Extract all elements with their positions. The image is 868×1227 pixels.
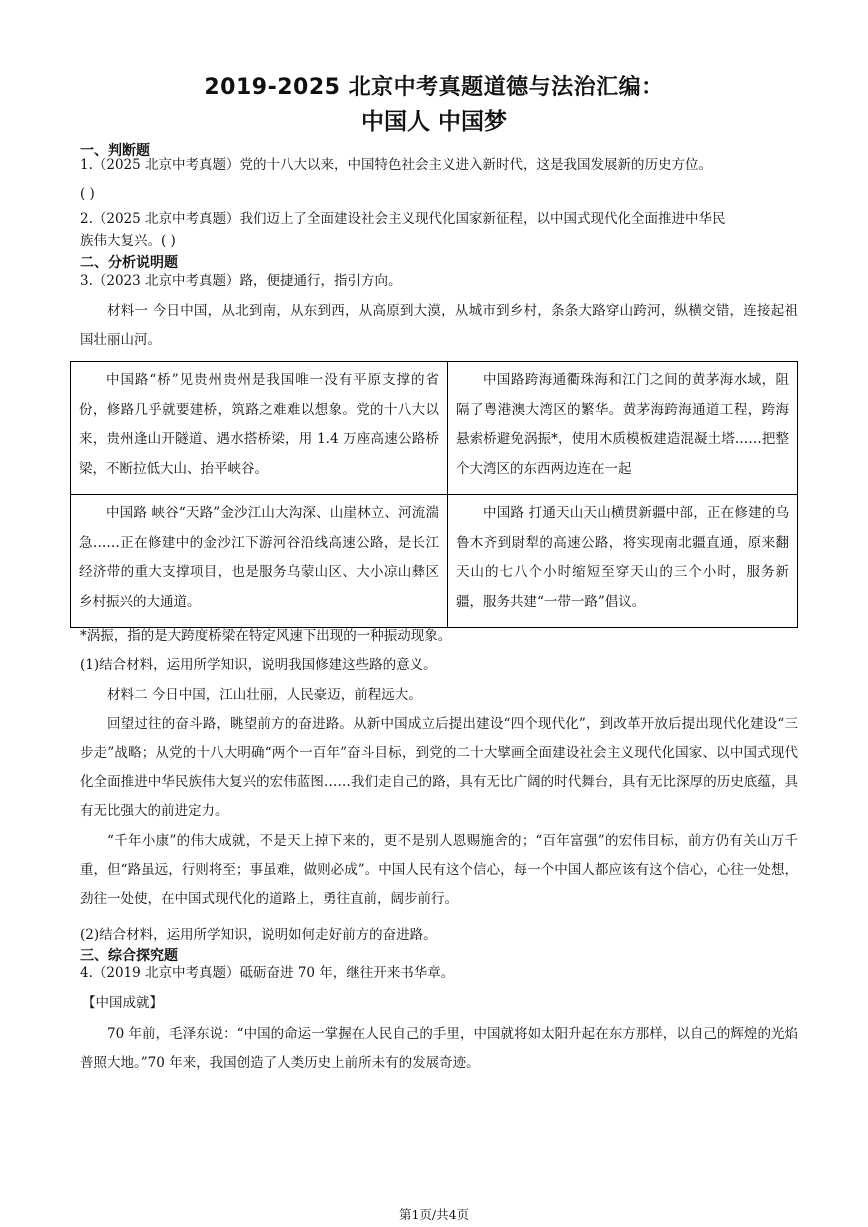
material-2-paragraph-1: 回望过往的奋斗路，眺望前方的奋进路。从新中国成立后提出建设“四个现代化”，到改革开放后提出现代化建设“三步走”战略；从党的十八大明确“两个一百年”奋斗目标，到党的二十大擘画全面建设社会主义现代化国家、以中国式现代化全面推进中华民族伟大复兴的宏伟蓝图……我们走自己的路，具有无比广阔的时代舞台，具有无比深厚的历史底蕴，具有无比强大的前进定力。 bbox=[80, 716, 798, 819]
section-heading-inquiry: 三、综合探究题 bbox=[80, 948, 178, 964]
section-heading-judgement: 一、判断题 bbox=[80, 143, 150, 159]
section-heading-analysis: 二、分析说明题 bbox=[80, 255, 178, 271]
question-4-stem: 4.（2019 北京中考真题）砥砺奋进 70 年，继往开来书华章。 bbox=[80, 965, 455, 981]
question-1-answer-blank: ( ) bbox=[80, 186, 95, 202]
question-2-line2: 族伟大复兴。( ) bbox=[80, 233, 176, 249]
table-cell-huangmaohai: 中国路跨海通衢珠海和江门之间的黄茅海水域，阻隔了粤港澳大湾区的繁华。黄茅海跨海通道工程，跨海悬索桥避免涡振*，使用木质模板建造混凝土塔……把整个大湾区的东西两边连在一起 bbox=[448, 362, 798, 495]
page-subtitle: 中国人 中国梦 bbox=[360, 109, 507, 135]
table-cell-tianshan: 中国路 打通天山天山横贯新疆中部，正在修建的乌鲁木齐到尉犁的高速公路，将实现南北疆直通，原来翻天山的七八个小时缩短至穿天山的三个小时，服务新疆，服务共建“一带一路”倡议。 bbox=[448, 495, 798, 628]
table-cell-jinshajiang: 中国路 峡谷“天路”金沙江山大沟深、山崖林立、河流湍急……正在修建中的金沙江下游河谷沿线高速公路，是长江经济带的重大支撑项目，也是服务乌蒙山区、大小凉山彝区乡村振兴的大通道。 bbox=[71, 495, 448, 628]
table-cell-guizhou: 中国路“桥”见贵州贵州是我国唯一没有平原支撑的省份，修路几乎就要建桥，筑路之难难以想象。党的十八大以来，贵州逢山开隧道、遇水搭桥梁，用 1.4 万座高速公路桥梁，不断拉低大山、抬平峡谷。 bbox=[71, 362, 448, 495]
page-title: 2019-2025 北京中考真题道德与法治汇编： bbox=[204, 75, 664, 100]
table-row bbox=[71, 362, 798, 495]
page-number: 第1页/共4页 bbox=[398, 1207, 470, 1222]
question-1: 1.（2025 北京中考真题）党的十八大以来，中国特色社会主义进入新时代，这是我国发展新的历史方位。 bbox=[80, 157, 713, 173]
material-2: 材料二 今日中国，江山壮丽，人民豪迈，前程远大。 bbox=[107, 687, 422, 703]
question-2-line1: 2.（2025 北京中考真题）我们迈上了全面建设社会主义现代化国家新征程，以中国式现代化全面推进中华民 bbox=[80, 211, 726, 227]
sub-question-1: (1)结合材料，运用所学知识，说明我国修建这些路的意义。 bbox=[80, 657, 437, 673]
question-4-tag: 【中国成就】 bbox=[82, 995, 163, 1011]
sub-question-2: (2)结合材料，运用所学知识，说明如何走好前方的奋进路。 bbox=[80, 927, 437, 943]
question-4-paragraph: 70 年前，毛泽东说：“中国的命运一掌握在人民自己的手里，中国就将如太阳升起在东方那样，以自己的辉煌的光焰普照大地。”70 年来，我国创造了人类历史上前所未有的发展奇迹。 bbox=[80, 1026, 798, 1071]
table-row bbox=[71, 495, 798, 628]
footnote: *涡振，指的是大跨度桥梁在特定风速下出现的一种振动现象。 bbox=[80, 628, 452, 644]
material-table bbox=[70, 361, 798, 628]
question-3-stem: 3.（2023 北京中考真题）路，便捷通行，指引方向。 bbox=[80, 273, 402, 289]
material-2-paragraph-2: “千年小康”的伟大成就，不是天上掉下来的，更不是别人恩赐施舍的；“百年富强”的宏伟目标，前方仍有关山万千重，但“路虽远，行则将至；事虽难，做则必成”。中国人民有这个信心，每一个中国人都应该有这个信心，心往一处想，劲往一处使，在中国式现代化的道路上，勇往直前，阔步前行。 bbox=[80, 833, 798, 907]
material-1: 材料一 今日中国，从北到南，从东到西，从高原到大漠，从城市到乡村，条条大路穿山跨河，纵横交错，连接起祖国壮丽山河。 bbox=[80, 303, 798, 348]
